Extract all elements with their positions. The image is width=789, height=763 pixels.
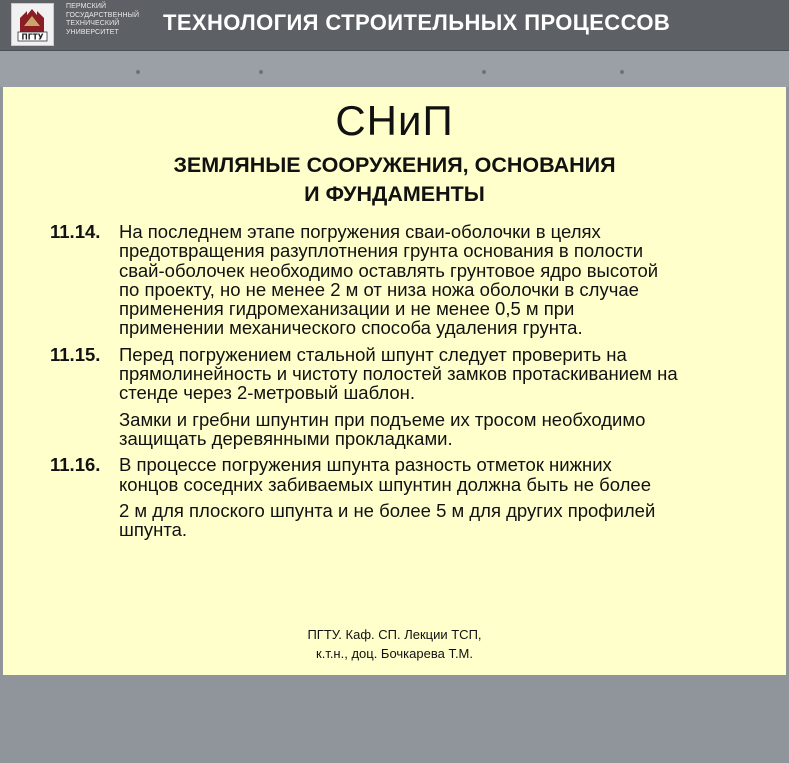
university-name-line: ГОСУДАРСТВЕННЫЙ	[66, 11, 140, 19]
course-title: ТЕХНОЛОГИЯ СТРОИТЕЛЬНЫХ ПРОЦЕССОВ	[163, 10, 671, 35]
footer-line: к.т.н., доц. Бочкарева Т.М.	[316, 646, 473, 661]
university-name-line: УНИВЕРСИТЕТ	[66, 28, 119, 36]
clause-line: В процессе погружения шпунта разность отметок нижних	[119, 454, 612, 476]
decorative-dot	[620, 70, 624, 74]
clause-line: На последнем этапе погружения сваи-оболочки в целях	[119, 221, 601, 242]
clause-line: Перед погружением стальной шпунт следует проверить на	[119, 343, 627, 365]
clause-line: по проекту, но не менее 2 м от низа ножа оболочки в случае	[119, 278, 639, 300]
decorative-dot	[136, 70, 140, 74]
subtitle-line: И ФУНДАМЕНТЫ	[304, 182, 485, 206]
clause-line: применении механического способа удаления грунта.	[119, 317, 583, 339]
logo-emblem-icon	[12, 4, 53, 45]
clause-line: стенде через 2-метровый шаблон.	[119, 382, 415, 404]
clause-line: защищать деревянными прокладками.	[119, 427, 453, 449]
logo-text: ПГТУ	[21, 32, 44, 42]
clause-line: предотвращения разуплотнения грунта основания в полости	[119, 240, 644, 262]
header-bar	[0, 0, 789, 51]
clause-line: свай-оболочек необходимо оставлять грунтовое ядро высотой	[119, 259, 659, 281]
university-name-line: ТЕХНИЧЕСКИЙ	[66, 20, 120, 27]
decorative-dot	[482, 70, 486, 74]
clause-line: применения гидромеханизации и не менее 0,5 м при	[119, 298, 575, 320]
university-name-line: ПЕРМСКИЙ	[66, 3, 107, 10]
clause-11-15	[50, 345, 750, 448]
slide-panel	[3, 87, 786, 675]
clause-number: 11.14.	[50, 221, 101, 242]
slide-footer	[3, 625, 786, 663]
clauses-list	[50, 222, 750, 539]
slide-subtitle	[3, 151, 786, 209]
subtitle-line: ЗЕМЛЯНЫЕ СООРУЖЕНИЯ, ОСНОВАНИЯ	[173, 153, 616, 177]
footer-line: ПГТУ. Каф. СП. Лекции ТСП,	[307, 627, 482, 642]
clause-11-14	[50, 222, 750, 338]
clause-line: Замки и гребни шпунтин при подъеме их тросом необходимо	[119, 408, 646, 430]
slide-heading: СНиП	[335, 97, 454, 144]
clause-line: концов соседних забиваемых шпунтин должна быть не более	[119, 473, 651, 495]
university-logo	[11, 3, 54, 46]
university-name	[66, 3, 156, 37]
clause-line: шпунта.	[119, 519, 188, 541]
clause-number: 11.15.	[50, 343, 101, 365]
clause-number: 11.16.	[50, 454, 101, 476]
header-band	[0, 51, 789, 87]
clause-line: 2 м для плоского шпунта и не более 5 м для других профилей	[119, 499, 656, 521]
clause-11-16	[50, 455, 750, 539]
clause-line: прямолинейность и чистоту полостей замков протаскиванием на	[119, 363, 678, 385]
decorative-dot	[259, 70, 263, 74]
